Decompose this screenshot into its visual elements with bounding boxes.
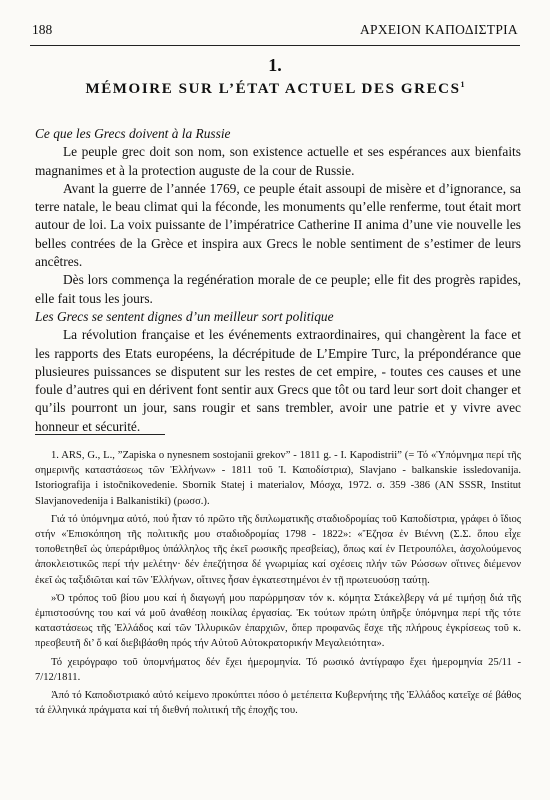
footnote: Τό χειρόγραφο τοῦ ὑπομνήματος δέν ἔχει ἡμερομηνία. Τό ρωσικό ἀντίγραφο ἔχει ἡμερομηνία 25/11 - 7/12/1811. bbox=[35, 656, 521, 683]
page-number: 188 bbox=[32, 22, 53, 37]
section-subtitle: Les Grecs se sentent dignes d’un meilleur sort politique bbox=[35, 308, 334, 324]
footnote: 1. ARS, G., L., ”Zapiska o nynesnem sostojanii grekov” - 1811 g. - I. Kapodistrii” (= Τό «Ὑπόμνημα περί τῆς σημερινῆς καταστάσεως τῶν Ἑλλήνων» - 1811 τοῦ Ἰ. Καποδίστρια), Slavjano - balkanskie issledovanija. Istoriografija i istočnikovedenie. Sbornik Statej i materialov, Μόσχα, 1972. σ. 359 -386 (AN SSSR, Institut Slavjanovedenija i Balkanistiki) (ρωσσ.). bbox=[35, 450, 521, 507]
footnote: »Ὁ τρόπος τοῦ βίου μου καί ἡ διαγωγή μου παρώρμησαν τόν κ. κόμητα Στάκελβεργ νά μέ τιμήσῃ διά τῆς ἐμπιστοσύνης του καί νά μοῦ ἀναθέσῃ ποικίλας ἐργασίας. Ἐκ τούτων πρώτη ὑπῆρξε ὑπόμνημα περί τῆς τότε καταστάσεως τῆς Ἑλλάδος καί τῶν Ἰλλυρικῶν ἐπαρχιῶν, ὅπερ προφανῶς ἔσχε τῆς πλήρους ἐγκρίσεως τοῦ κ. πρεσβευτῆ δι’ ὅ καί διεβιβάσθη πρός τήν Αὐτοῦ Αὐτοκρατορικήν Μεγαλειότητα». bbox=[35, 592, 521, 650]
footnotes bbox=[35, 448, 521, 718]
running-title: ΑΡΧΕΙΟΝ ΚΑΠΟΔΙΣΤΡΙΑ bbox=[359, 22, 518, 37]
section-subtitle: Ce que les Grecs doivent à la Russie bbox=[35, 126, 231, 141]
footnote: Γιά τό ὑπόμνημα αὐτό, πού ἦταν τό πρῶτο τῆς διπλωματικῆς σταδιοδρομίας τοῦ Καποδίστρια, γράφει ὁ ἴδιος στήν «Ἐπισκόπηση τῆς πολιτικῆς μου σταδιοδρομίας 1798 - 1822»: «Ἔζησα ἐν Βιέννη (Σ.Σ. ὅπου εἶχε τοποθετηθεῖ ὡς ὑπεράριθμος ὑπάλληλος τῆς ἐκεῖ ρωσικῆς πρεσβείας), ὅπως καί ἐν Πετρουπόλει, ἀσχολούμενος ἀποκλειστικῶς περί τήν μελέτην· δέν ἐπεζήτησα δέ γνωριμίας καί σχέσεις πλήν τῶν Ρώσσων οἵτινες διέμενον ἐκεῖ ὡς ταξιδιῶται καί τῶν Ἑλλήνων, οἵτινες ἦσαν ἐγκατεστημένοι ἐν τῇ πρωτευούσῃ ταύτῃ. bbox=[35, 513, 521, 586]
chapter-number: 1. bbox=[268, 55, 282, 75]
title-text: MÉMOIRE SUR L’ÉTAT ACTUEL DES GRECS bbox=[85, 81, 461, 97]
paragraph: Avant la guerre de l’année 1769, ce peuple était assoupi de misère et d’ignorance, sa terre natale, le beau climat qui la féconde, les monuments qu’elle renferme, tout était mort autour de loi. La voix puissante de l’impératrice Catherine II anima d’une vie nouvelle les belles contrées de la Grèce et inspira aux Grecs le noble sentiment de s’estimer de leurs ancêtres. bbox=[35, 180, 521, 270]
paragraph: Le peuple grec doit son nom, son existence actuelle et ses espérances aux bienfaits magnanimes et à la protection auguste de la cour de Russie. bbox=[35, 144, 521, 178]
title-footnote-mark: 1 bbox=[460, 80, 465, 89]
page-header bbox=[30, 19, 520, 46]
document-title bbox=[0, 80, 550, 98]
paragraph: La révolution française et les événements extraordinaires, qui changèrent la face et les rapports des Etats européens, la décrépitude de L’Empire Turc, la prépondérance que plusieures puissances se disputent sur les restes de cet empire, - toutes ces causes et une foule d’autres qui en dérivent font sentir aux Grecs que tôt ou tard leur sort doit changer et qu’ils pourront un jour, sans rougir et sans trembler, avoir une patrie et y vivre avec honneur et sécurité. bbox=[35, 327, 521, 434]
paragraph: Dès lors commença la regénération morale de ce peuple; elle fit des progrès rapides, elle fait tous les jours. bbox=[35, 272, 521, 306]
footnote: Ἀπό τό Καποδιστριακό αὐτό κείμενο προκύπτει πόσο ὁ μετέπειτα Κυβερνήτης τῆς Ἑλλάδος κατεῖχε σέ βάθος τά ἑλληνικά πράγματα καί τή διεθνή πολιτική τῆς ἐποχῆς του. bbox=[35, 690, 521, 717]
main-text bbox=[35, 125, 521, 436]
footnote-divider bbox=[35, 434, 165, 435]
